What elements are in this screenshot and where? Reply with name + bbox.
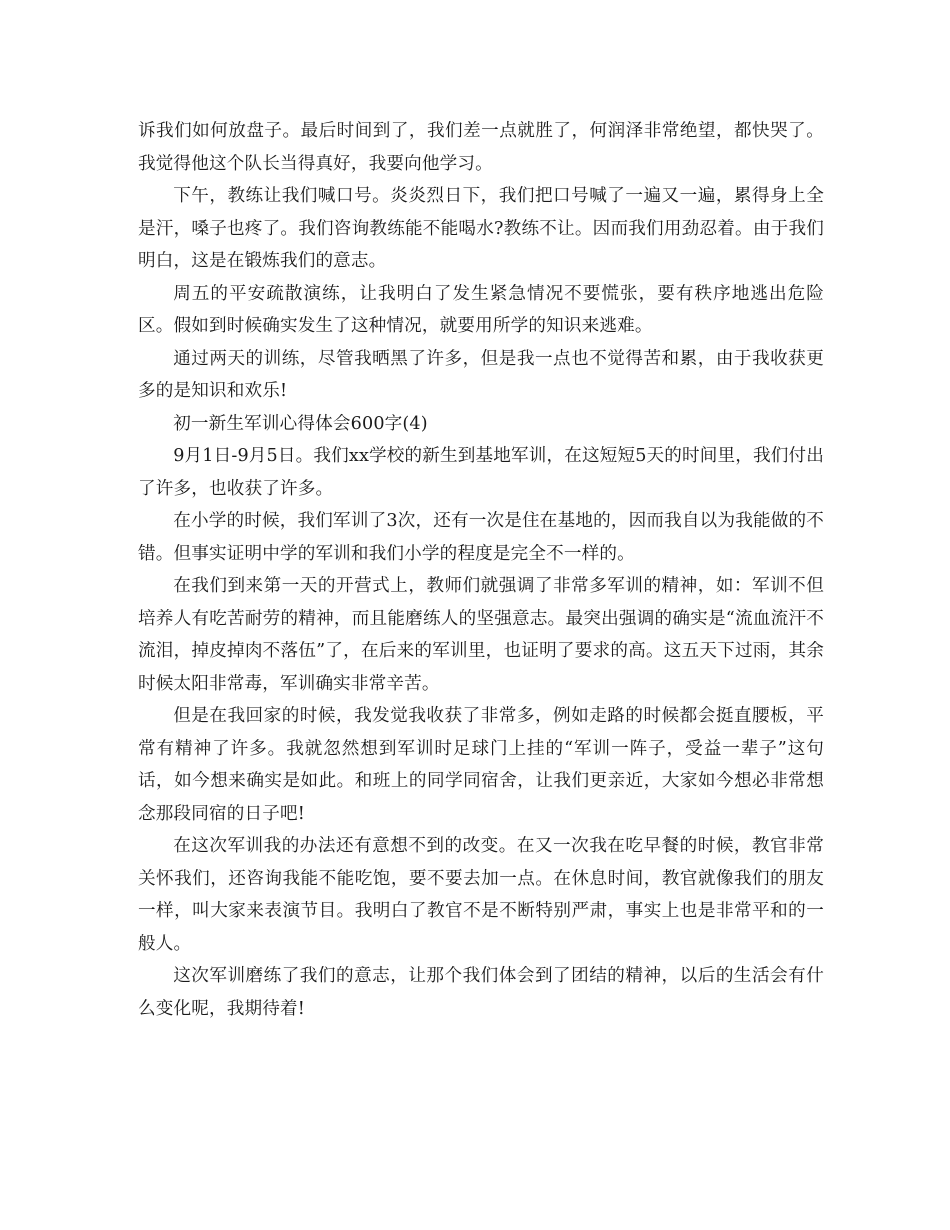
document-body [138,115,824,1025]
paragraph: 在我们到来第一天的开营式上，教师们就强调了非常多军训的精神，如：军训不但培养人有吃苦耐劳的精神，而且能磨练人的坚强意志。最突出强调的确实是“流血流汗不流泪，掉皮掉肉不落伍”了，在后来的军训里，也证明了要求的高。这五天下过雨，其余时候太阳非常毒，军训确实非常辛苦。 [138,576,824,694]
section-heading: 初一新生军训心得体会600字(4) [173,413,428,434]
paragraph: 下午，教练让我们喊口号。炎炎烈日下，我们把口号喊了一遍又一遍，累得身上全是汗，嗓子也疼了。我们咨询教练能不能喝水?教练不让。因而我们用劲忍着。由于我们明白，这是在锻炼我们的意志。 [138,186,824,271]
paragraph: 诉我们如何放盘子。最后时间到了，我们差一点就胜了，何润泽非常绝望，都快哭了。我觉得他这个队长当得真好，我要向他学习。 [138,121,824,174]
paragraph: 周五的平安疏散演练，让我明白了发生紧急情况不要慌张，要有秩序地逃出危险区。假如到时候确实发生了这种情况，就要用所学的知识来逃难。 [138,283,824,336]
paragraph: 但是在我回家的时候，我发觉我收获了非常多，例如走路的时候都会挺直腰板，平常有精神了许多。我就忽然想到军训时足球门上挂的“军训一阵子，受益一辈子”这句话，如今想来确实是如此。和班上的同学同宿舍，让我们更亲近，大家如今想必非常想念那段同宿的日子吧! [138,706,824,824]
paragraph: 通过两天的训练，尽管我晒黑了许多，但是我一点也不觉得苦和累，由于我收获更多的是知识和欢乐! [138,348,824,401]
paragraph: 在这次军训我的办法还有意想不到的改变。在又一次我在吃早餐的时候，教官非常关怀我们，还咨询我能不能吃饱，要不要去加一点。在休息时间，教官就像我们的朋友一样，叫大家来表演节目。我明白了教官不是不断特别严肃，事实上也是非常平和的一般人。 [138,836,824,954]
paragraph: 这次军训磨练了我们的意志，让那个我们体会到了团结的精神，以后的生活会有什么变化呢，我期待着! [138,966,824,1019]
paragraph: 在小学的时候，我们军训了3次，还有一次是住在基地的，因而我自以为我能做的不错。但事实证明中学的军训和我们小学的程度是完全不一样的。 [138,511,824,564]
paragraph: 9月1日-9月5日。我们xx学校的新生到基地军训，在这短短5天的时间里，我们付出了许多，也收获了许多。 [138,446,824,499]
